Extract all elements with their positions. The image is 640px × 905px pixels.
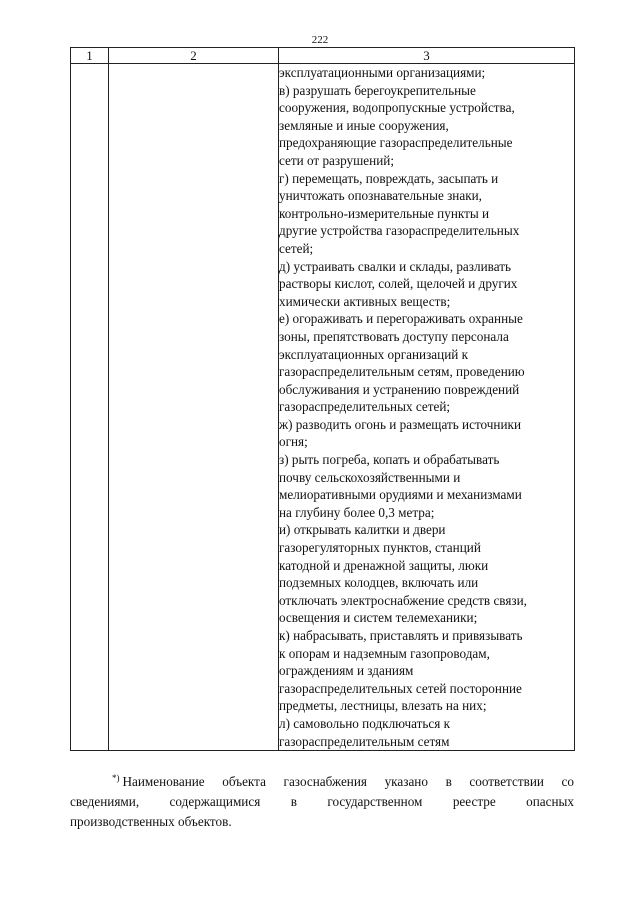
text-line: предметы, лестницы, влезать на них;	[279, 698, 487, 714]
document-table	[70, 47, 575, 751]
text-line: з) рыть погреба, копать и обрабатывать	[279, 452, 500, 468]
text-line: мелиоративными орудиями и механизмами	[279, 487, 522, 503]
column-header-3: 3	[279, 48, 575, 64]
text-line: почву сельскохозяйственными и	[279, 469, 461, 485]
text-line: освещения и систем телемеханики;	[279, 610, 478, 626]
text-line: катодной и дренажной защиты, люки	[279, 557, 489, 573]
text-line: сооружения, водопропускные устройства,	[279, 100, 515, 116]
footnote	[70, 772, 574, 832]
footnote-line-3: производственных объектов.	[70, 814, 232, 829]
footnote-line-1	[70, 772, 574, 792]
text-line: и) открывать калитки и двери	[279, 522, 446, 538]
text-line: д) устраивать свалки и склады, разливать	[279, 258, 511, 274]
text-line: г) перемещать, повреждать, засыпать и	[279, 170, 499, 186]
text-line: контрольно-измерительные пункты и	[279, 205, 490, 221]
text-line: другие устройства газораспределительных	[279, 223, 520, 239]
text-line: земляные и иные сооружения,	[279, 117, 449, 133]
text-line: л) самовольно подключаться к	[279, 715, 451, 731]
text-line: газораспределительным сетям	[279, 733, 450, 749]
footnote-line-2: сведениями, содержащимися в государственном реестре опасных	[70, 794, 574, 809]
text-line: е) огораживать и перегораживать охранные	[279, 311, 523, 327]
text-line: газораспределительных сетей;	[279, 399, 451, 415]
text-line: отключать электроснабжение средств связи,	[279, 592, 527, 608]
text-line: на глубину более 0,3 метра;	[279, 504, 435, 520]
table-header-row	[71, 48, 575, 64]
text-line: обслуживания и устранению повреждений	[279, 381, 520, 397]
table-row	[71, 64, 575, 751]
table-cell-col3	[279, 64, 575, 751]
text-line: предохраняющие газораспределительные	[279, 135, 513, 151]
text-line: газорегуляторных пунктов, станций	[279, 540, 481, 556]
text-line: огня;	[279, 434, 308, 450]
text-line: ж) разводить огонь и размещать источники	[279, 416, 522, 432]
text-line: сети от разрушений;	[279, 152, 394, 168]
text-line: эксплуатационными организациями;	[279, 65, 486, 80]
table-cell-col2	[109, 64, 279, 751]
text-line: растворы кислот, солей, щелочей и других	[279, 276, 518, 292]
text-line: в) разрушать берегоукрепительные	[279, 82, 476, 98]
text-line: газораспределительным сетям, проведению	[279, 364, 525, 380]
column-header-1: 1	[71, 48, 109, 64]
footnote-text-1: Наименование объекта газоснабжения указано в соответствии со	[122, 774, 574, 789]
prohibitions-text	[279, 64, 574, 750]
page-number: 222	[311, 34, 329, 46]
text-line: сетей;	[279, 240, 314, 256]
text-line: газораспределительных сетей посторонние	[279, 680, 522, 696]
footnote-marker: *)	[112, 772, 120, 783]
column-header-2: 2	[109, 48, 279, 64]
text-line: эксплуатационных организаций к	[279, 346, 469, 362]
text-line: подземных колодцев, включать или	[279, 575, 479, 591]
text-line: ограждениям и зданиям	[279, 663, 414, 679]
text-line: уничтожать опознавательные знаки,	[279, 188, 482, 204]
text-line: к опорам и надземным газопроводам,	[279, 645, 490, 661]
text-line: химически активных веществ;	[279, 293, 451, 309]
table-cell-col1	[71, 64, 109, 751]
text-line: к) набрасывать, приставлять и привязывать	[279, 628, 523, 643]
text-line: зоны, препятствовать доступу персонала	[279, 328, 509, 344]
